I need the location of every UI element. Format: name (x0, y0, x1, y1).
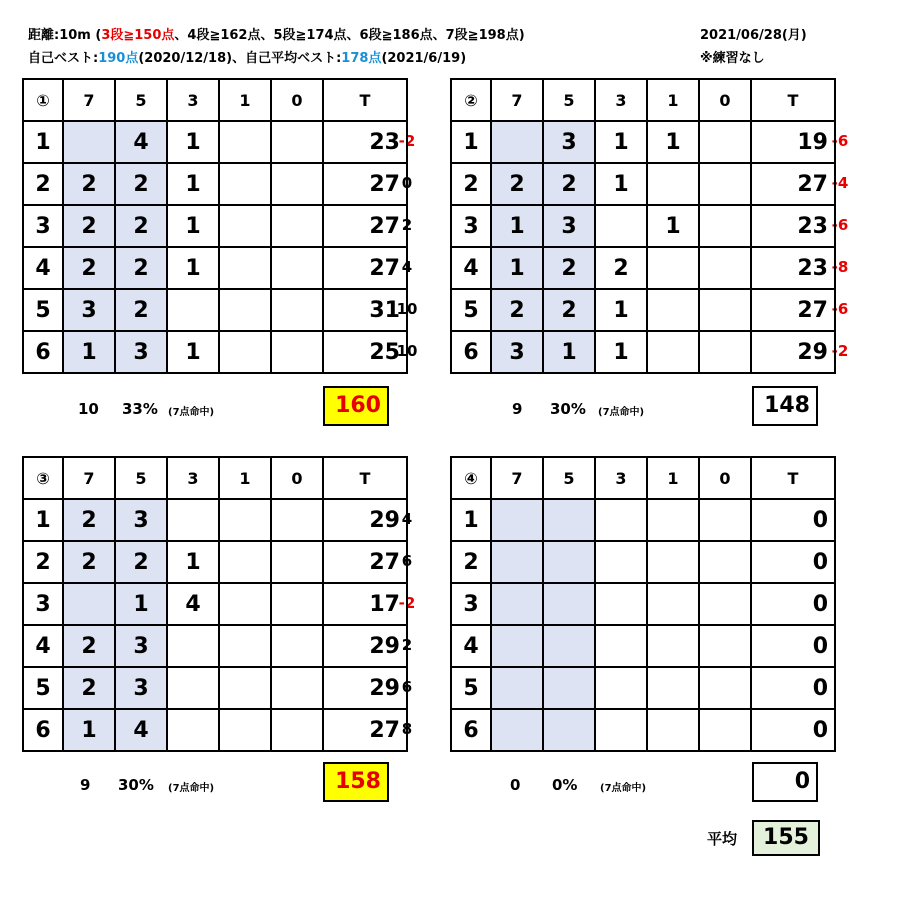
hit-count-cell (647, 331, 699, 373)
end-total: 23 (751, 247, 835, 289)
hit-count-cell (595, 205, 647, 247)
column-header: 1 (219, 79, 271, 121)
score-difference: 2 (401, 636, 413, 654)
column-header: 0 (699, 457, 751, 499)
hit-count-cell (647, 625, 699, 667)
end-number: 3 (23, 205, 63, 247)
end-row (23, 331, 407, 373)
practice-note: ※練習なし (700, 51, 765, 66)
end-total: 29 (323, 499, 407, 541)
score-difference: 4 (401, 510, 413, 528)
hit-count-cell (219, 205, 271, 247)
hit-count-cell: 1 (167, 331, 219, 373)
hit-count-cell: 2 (543, 247, 595, 289)
hit-count-cell: 2 (115, 163, 167, 205)
hit-count-cell (271, 709, 323, 751)
column-header: T (751, 457, 835, 499)
hit-count-cell (647, 709, 699, 751)
column-header: 1 (219, 457, 271, 499)
end-total: 27 (751, 289, 835, 331)
round-number: ③ (23, 457, 63, 499)
average-best-date: (2021/6/19) (381, 51, 467, 66)
end-number: 5 (23, 667, 63, 709)
score-difference: -2 (831, 342, 849, 360)
hit-count-cell (63, 583, 115, 625)
criteria-line (28, 24, 525, 43)
hit-count-cell (271, 499, 323, 541)
hit-count-cell (219, 121, 271, 163)
end-row (451, 499, 835, 541)
hit-count-cell (219, 331, 271, 373)
round-number: ② (451, 79, 491, 121)
hit-count-cell (167, 499, 219, 541)
hit-note: (7点命中) (168, 783, 215, 794)
hit-count-cell: 4 (115, 709, 167, 751)
hit-count-cell (543, 667, 595, 709)
end-total: 27 (751, 163, 835, 205)
hit-count-cell (271, 247, 323, 289)
average-value: 155 (752, 820, 820, 856)
hit-count-cell (595, 625, 647, 667)
end-total: 23 (751, 205, 835, 247)
hit-count-cell (167, 625, 219, 667)
end-row (23, 163, 407, 205)
end-total: 17 (323, 583, 407, 625)
hit-count-cell: 2 (115, 205, 167, 247)
end-total: 29 (323, 625, 407, 667)
end-total: 25 (323, 331, 407, 373)
hit-count-cell: 3 (491, 331, 543, 373)
hit-count-cell: 1 (63, 709, 115, 751)
hit-count-cell (699, 163, 751, 205)
end-number: 4 (23, 247, 63, 289)
hit-note: (7点命中) (598, 407, 645, 418)
end-total: 0 (751, 625, 835, 667)
end-total: 27 (323, 541, 407, 583)
hit-percentage: 30% (550, 400, 586, 418)
score-difference: 0 (401, 174, 413, 192)
score-difference: -2 (398, 594, 416, 612)
hit-count-cell (219, 709, 271, 751)
end-row (451, 121, 835, 163)
column-header: 7 (63, 79, 115, 121)
end-total: 31 (323, 289, 407, 331)
hit-count-cell (491, 625, 543, 667)
hit-count-cell: 2 (543, 163, 595, 205)
score-difference: 6 (401, 678, 413, 696)
end-row (23, 121, 407, 163)
hit-count-cell: 1 (647, 121, 699, 163)
hit-count-cell: 3 (115, 667, 167, 709)
end-number: 1 (451, 499, 491, 541)
hit-count-cell (699, 289, 751, 331)
column-header: T (751, 79, 835, 121)
hit-count-cell: 1 (167, 247, 219, 289)
hit-count-cell: 2 (63, 541, 115, 583)
hit-count-cell: 1 (167, 163, 219, 205)
column-header: 3 (595, 457, 647, 499)
hit-count-cell (543, 709, 595, 751)
score-difference: 4 (401, 258, 413, 276)
hit-count-cell (699, 709, 751, 751)
hit-count-cell: 2 (63, 667, 115, 709)
best-score: 190点 (98, 51, 139, 66)
hit-count-cell (595, 499, 647, 541)
score-difference: -4 (831, 174, 849, 192)
hit-count-cell (491, 541, 543, 583)
end-total: 0 (751, 709, 835, 751)
hit-count-cell (271, 625, 323, 667)
hit-count-cell: 4 (167, 583, 219, 625)
hit-count-cell (491, 667, 543, 709)
hit-count-cell (219, 163, 271, 205)
end-row (451, 331, 835, 373)
end-row (23, 247, 407, 289)
hit-count-cell: 2 (115, 541, 167, 583)
criteria-3dan: 3段≧150点 (101, 28, 175, 43)
distance-label: 距離:10m (28, 28, 91, 43)
column-header: 7 (491, 457, 543, 499)
hit-count-cell (543, 625, 595, 667)
end-number: 6 (451, 331, 491, 373)
hit-count-cell: 2 (595, 247, 647, 289)
end-number: 1 (23, 499, 63, 541)
end-row (23, 583, 407, 625)
score-difference: -2 (398, 132, 416, 150)
hit-count-cell (271, 583, 323, 625)
hit-count-cell: 1 (543, 331, 595, 373)
hit-count-cell (699, 499, 751, 541)
hit-count-cell (491, 121, 543, 163)
end-total: 0 (751, 667, 835, 709)
hit-count-cell: 1 (595, 331, 647, 373)
end-number: 4 (451, 247, 491, 289)
round-table (450, 456, 836, 752)
end-number: 2 (23, 163, 63, 205)
end-total: 0 (751, 583, 835, 625)
hit-count-cell (595, 541, 647, 583)
score-difference: 8 (401, 720, 413, 738)
hit-count-cell (543, 583, 595, 625)
hit-count-cell (647, 289, 699, 331)
hit-count-cell (271, 289, 323, 331)
hit-count-cell: 3 (63, 289, 115, 331)
round-table (22, 456, 408, 752)
hit-count-cell (167, 667, 219, 709)
hit-count-summary: 9 (512, 400, 523, 418)
hit-count-cell (63, 121, 115, 163)
hit-count-cell: 2 (115, 247, 167, 289)
hit-count-cell (543, 541, 595, 583)
hit-count-cell (699, 583, 751, 625)
column-header: 5 (543, 457, 595, 499)
column-header: 7 (63, 457, 115, 499)
hit-count-cell (699, 667, 751, 709)
hit-count-cell (699, 247, 751, 289)
hit-count-cell (491, 499, 543, 541)
score-difference: 10 (396, 300, 418, 318)
end-total: 27 (323, 247, 407, 289)
hit-count-cell: 3 (115, 331, 167, 373)
hit-count-cell (595, 667, 647, 709)
hit-count-cell: 2 (491, 163, 543, 205)
end-number: 2 (451, 163, 491, 205)
column-header: T (323, 79, 407, 121)
hit-note: (7点命中) (600, 783, 647, 794)
best-line (28, 47, 466, 66)
hit-count-cell: 2 (491, 289, 543, 331)
end-row (451, 625, 835, 667)
end-row (451, 289, 835, 331)
hit-count-cell: 2 (63, 163, 115, 205)
end-number: 1 (451, 121, 491, 163)
column-header: 0 (271, 79, 323, 121)
round-table (450, 78, 836, 374)
end-number: 3 (451, 583, 491, 625)
end-row (23, 541, 407, 583)
hit-count-cell: 1 (491, 205, 543, 247)
hit-count-cell (219, 247, 271, 289)
column-header: 3 (167, 457, 219, 499)
hit-count-cell: 1 (115, 583, 167, 625)
round-number: ① (23, 79, 63, 121)
end-total: 19 (751, 121, 835, 163)
hit-count-cell (595, 709, 647, 751)
end-number: 3 (23, 583, 63, 625)
hit-count-cell (595, 583, 647, 625)
hit-count-cell: 1 (63, 331, 115, 373)
column-header: 0 (699, 79, 751, 121)
hit-count-cell: 1 (595, 289, 647, 331)
hit-count-cell: 1 (595, 163, 647, 205)
hit-count-cell (219, 667, 271, 709)
hit-count-cell (219, 289, 271, 331)
hit-count-cell: 3 (115, 625, 167, 667)
end-number: 5 (23, 289, 63, 331)
end-row (451, 709, 835, 751)
hit-count-cell (699, 205, 751, 247)
end-number: 5 (451, 667, 491, 709)
end-row (23, 709, 407, 751)
end-number: 3 (451, 205, 491, 247)
end-row (23, 667, 407, 709)
hit-percentage: 33% (122, 400, 158, 418)
end-row (451, 541, 835, 583)
hit-count-cell (647, 499, 699, 541)
column-header: 5 (543, 79, 595, 121)
end-number: 4 (451, 625, 491, 667)
column-header: T (323, 457, 407, 499)
hit-count-cell (647, 247, 699, 289)
hit-count-cell: 1 (167, 205, 219, 247)
end-total: 0 (751, 499, 835, 541)
score-difference: 2 (401, 216, 413, 234)
best-date: (2020/12/18)、自己平均ベスト: (138, 51, 342, 66)
end-number: 6 (451, 709, 491, 751)
score-difference: 6 (401, 552, 413, 570)
score-difference: -6 (831, 300, 849, 318)
hit-count-cell: 2 (63, 499, 115, 541)
end-row (451, 247, 835, 289)
hit-count-cell: 2 (543, 289, 595, 331)
end-number: 1 (23, 121, 63, 163)
end-row (451, 163, 835, 205)
end-row (23, 289, 407, 331)
column-header: 1 (647, 457, 699, 499)
end-row (451, 205, 835, 247)
hit-count-cell (491, 583, 543, 625)
hit-count-cell (167, 289, 219, 331)
hit-count-cell (271, 205, 323, 247)
end-total: 27 (323, 163, 407, 205)
hit-count-cell (167, 709, 219, 751)
score-difference: -6 (831, 216, 849, 234)
hit-count-cell: 2 (63, 625, 115, 667)
hit-count-summary: 10 (78, 400, 99, 418)
column-header: 3 (167, 79, 219, 121)
end-row (23, 499, 407, 541)
hit-count-cell: 4 (115, 121, 167, 163)
hit-count-cell (491, 709, 543, 751)
hit-count-cell (219, 583, 271, 625)
hit-count-cell: 2 (63, 247, 115, 289)
criteria-open: ( (95, 28, 102, 43)
hit-count-cell (699, 121, 751, 163)
hit-count-cell: 3 (543, 121, 595, 163)
end-row (23, 205, 407, 247)
round-total: 160 (323, 386, 389, 426)
round-table (22, 78, 408, 374)
criteria-rest: 、4段≧162点、5段≧174点、6段≧186点、7段≧198点) (174, 28, 525, 43)
hit-count-cell (647, 583, 699, 625)
hit-count-cell (271, 331, 323, 373)
hit-count-cell (271, 121, 323, 163)
round-total: 0 (752, 762, 818, 802)
end-total: 29 (751, 331, 835, 373)
best-label: 自己ベスト: (28, 51, 99, 66)
end-row (23, 625, 407, 667)
hit-count-cell (271, 667, 323, 709)
hit-count-cell (699, 625, 751, 667)
end-number: 2 (451, 541, 491, 583)
average-label: 平均 (707, 830, 738, 848)
hit-count-cell (699, 541, 751, 583)
hit-percentage: 30% (118, 776, 154, 794)
column-header: 5 (115, 457, 167, 499)
hit-count-cell (647, 667, 699, 709)
hit-count-cell (219, 541, 271, 583)
hit-count-cell: 2 (115, 289, 167, 331)
hit-count-cell: 1 (167, 121, 219, 163)
hit-count-cell (647, 541, 699, 583)
column-header: 3 (595, 79, 647, 121)
hit-percentage: 0% (552, 776, 578, 794)
end-number: 6 (23, 709, 63, 751)
column-header: 5 (115, 79, 167, 121)
average-best-score: 178点 (341, 51, 382, 66)
column-header: 7 (491, 79, 543, 121)
hit-count-cell: 3 (543, 205, 595, 247)
hit-count-cell (271, 163, 323, 205)
hit-count-cell: 1 (595, 121, 647, 163)
round-total: 158 (323, 762, 389, 802)
hit-count-summary: 0 (510, 776, 521, 794)
end-row (451, 583, 835, 625)
column-header: 1 (647, 79, 699, 121)
hit-count-cell: 1 (647, 205, 699, 247)
round-number: ④ (451, 457, 491, 499)
hit-count-summary: 9 (80, 776, 91, 794)
column-header: 0 (271, 457, 323, 499)
hit-count-cell (271, 541, 323, 583)
end-number: 6 (23, 331, 63, 373)
score-difference: -6 (831, 132, 849, 150)
hit-count-cell: 1 (167, 541, 219, 583)
session-date: 2021/06/28(月) (700, 28, 807, 43)
end-number: 4 (23, 625, 63, 667)
end-number: 5 (451, 289, 491, 331)
end-total: 27 (323, 709, 407, 751)
hit-count-cell (219, 499, 271, 541)
hit-count-cell (699, 331, 751, 373)
hit-note: (7点命中) (168, 407, 215, 418)
hit-count-cell (647, 163, 699, 205)
end-row (451, 667, 835, 709)
end-number: 2 (23, 541, 63, 583)
hit-count-cell: 3 (115, 499, 167, 541)
hit-count-cell: 2 (63, 205, 115, 247)
score-difference: 10 (396, 342, 418, 360)
end-total: 29 (323, 667, 407, 709)
end-total: 27 (323, 205, 407, 247)
end-total: 0 (751, 541, 835, 583)
score-difference: -8 (831, 258, 849, 276)
hit-count-cell (219, 625, 271, 667)
hit-count-cell: 1 (491, 247, 543, 289)
round-total: 148 (752, 386, 818, 426)
end-total: 23 (323, 121, 407, 163)
hit-count-cell (543, 499, 595, 541)
